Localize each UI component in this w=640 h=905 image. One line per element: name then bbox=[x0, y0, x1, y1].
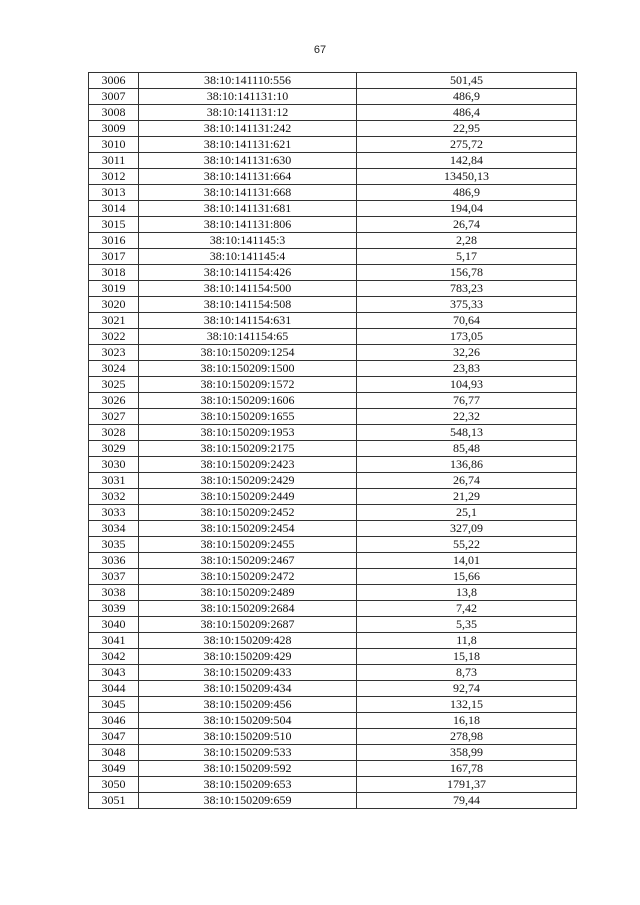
row-number-cell: 3035 bbox=[89, 537, 139, 553]
cadastral-number-cell: 38:10:141110:556 bbox=[139, 73, 357, 89]
area-value-cell: 358,99 bbox=[357, 745, 577, 761]
table-row bbox=[89, 681, 577, 697]
cadastral-number-cell: 38:10:150209:533 bbox=[139, 745, 357, 761]
table-row bbox=[89, 521, 577, 537]
page-number: 67 bbox=[313, 44, 327, 56]
table-row bbox=[89, 473, 577, 489]
cadastral-table bbox=[88, 72, 577, 809]
table-row bbox=[89, 297, 577, 313]
table-row bbox=[89, 745, 577, 761]
cadastral-number-cell: 38:10:150209:2175 bbox=[139, 441, 357, 457]
area-value-cell: 104,93 bbox=[357, 377, 577, 393]
area-value-cell: 548,13 bbox=[357, 425, 577, 441]
cadastral-number-cell: 38:10:150209:433 bbox=[139, 665, 357, 681]
cadastral-number-cell: 38:10:141145:4 bbox=[139, 249, 357, 265]
table-row bbox=[89, 585, 577, 601]
table-row bbox=[89, 601, 577, 617]
cadastral-number-cell: 38:10:150209:659 bbox=[139, 793, 357, 809]
area-value-cell: 70,64 bbox=[357, 313, 577, 329]
table-row bbox=[89, 393, 577, 409]
area-value-cell: 16,18 bbox=[357, 713, 577, 729]
area-value-cell: 5,35 bbox=[357, 617, 577, 633]
table-row bbox=[89, 201, 577, 217]
area-value-cell: 11,8 bbox=[357, 633, 577, 649]
area-value-cell: 7,42 bbox=[357, 601, 577, 617]
table-row bbox=[89, 153, 577, 169]
cadastral-number-cell: 38:10:150209:456 bbox=[139, 697, 357, 713]
cadastral-number-cell: 38:10:141145:3 bbox=[139, 233, 357, 249]
cadastral-number-cell: 38:10:150209:2423 bbox=[139, 457, 357, 473]
area-value-cell: 8,73 bbox=[357, 665, 577, 681]
table-row bbox=[89, 73, 577, 89]
table-row bbox=[89, 89, 577, 105]
row-number-cell: 3045 bbox=[89, 697, 139, 713]
table-row bbox=[89, 537, 577, 553]
cadastral-number-cell: 38:10:141154:65 bbox=[139, 329, 357, 345]
cadastral-number-cell: 38:10:150209:2687 bbox=[139, 617, 357, 633]
cadastral-number-cell: 38:10:150209:428 bbox=[139, 633, 357, 649]
area-value-cell: 167,78 bbox=[357, 761, 577, 777]
area-value-cell: 22,32 bbox=[357, 409, 577, 425]
area-value-cell: 13,8 bbox=[357, 585, 577, 601]
row-number-cell: 3028 bbox=[89, 425, 139, 441]
table-row bbox=[89, 617, 577, 633]
cadastral-number-cell: 38:10:141154:631 bbox=[139, 313, 357, 329]
area-value-cell: 32,26 bbox=[357, 345, 577, 361]
cadastral-number-cell: 38:10:150209:2684 bbox=[139, 601, 357, 617]
row-number-cell: 3007 bbox=[89, 89, 139, 105]
cadastral-number-cell: 38:10:141131:242 bbox=[139, 121, 357, 137]
table-row bbox=[89, 121, 577, 137]
area-value-cell: 23,83 bbox=[357, 361, 577, 377]
table-row bbox=[89, 665, 577, 681]
table-row bbox=[89, 649, 577, 665]
row-number-cell: 3046 bbox=[89, 713, 139, 729]
area-value-cell: 1791,37 bbox=[357, 777, 577, 793]
cadastral-number-cell: 38:10:150209:1254 bbox=[139, 345, 357, 361]
table-row bbox=[89, 409, 577, 425]
table-row bbox=[89, 361, 577, 377]
cadastral-number-cell: 38:10:141131:668 bbox=[139, 185, 357, 201]
cadastral-number-cell: 38:10:141131:621 bbox=[139, 137, 357, 153]
cadastral-number-cell: 38:10:150209:2467 bbox=[139, 553, 357, 569]
row-number-cell: 3048 bbox=[89, 745, 139, 761]
cadastral-number-cell: 38:10:150209:2454 bbox=[139, 521, 357, 537]
cadastral-number-cell: 38:10:150209:1655 bbox=[139, 409, 357, 425]
table-row bbox=[89, 761, 577, 777]
row-number-cell: 3036 bbox=[89, 553, 139, 569]
area-value-cell: 275,72 bbox=[357, 137, 577, 153]
table-row bbox=[89, 329, 577, 345]
row-number-cell: 3020 bbox=[89, 297, 139, 313]
row-number-cell: 3047 bbox=[89, 729, 139, 745]
row-number-cell: 3006 bbox=[89, 73, 139, 89]
cadastral-number-cell: 38:10:150209:1953 bbox=[139, 425, 357, 441]
row-number-cell: 3042 bbox=[89, 649, 139, 665]
table-row bbox=[89, 713, 577, 729]
area-value-cell: 92,74 bbox=[357, 681, 577, 697]
cadastral-number-cell: 38:10:141131:10 bbox=[139, 89, 357, 105]
area-value-cell: 13450,13 bbox=[357, 169, 577, 185]
row-number-cell: 3010 bbox=[89, 137, 139, 153]
row-number-cell: 3037 bbox=[89, 569, 139, 585]
row-number-cell: 3038 bbox=[89, 585, 139, 601]
cadastral-number-cell: 38:10:141131:806 bbox=[139, 217, 357, 233]
area-value-cell: 486,9 bbox=[357, 89, 577, 105]
cadastral-number-cell: 38:10:150209:434 bbox=[139, 681, 357, 697]
table-row bbox=[89, 633, 577, 649]
cadastral-number-cell: 38:10:150209:504 bbox=[139, 713, 357, 729]
row-number-cell: 3014 bbox=[89, 201, 139, 217]
row-number-cell: 3049 bbox=[89, 761, 139, 777]
table-row bbox=[89, 185, 577, 201]
row-number-cell: 3018 bbox=[89, 265, 139, 281]
row-number-cell: 3011 bbox=[89, 153, 139, 169]
cadastral-number-cell: 38:10:150209:2452 bbox=[139, 505, 357, 521]
table-row bbox=[89, 169, 577, 185]
table-row bbox=[89, 217, 577, 233]
row-number-cell: 3012 bbox=[89, 169, 139, 185]
row-number-cell: 3029 bbox=[89, 441, 139, 457]
row-number-cell: 3034 bbox=[89, 521, 139, 537]
table-row bbox=[89, 281, 577, 297]
row-number-cell: 3016 bbox=[89, 233, 139, 249]
cadastral-number-cell: 38:10:150209:2429 bbox=[139, 473, 357, 489]
area-value-cell: 21,29 bbox=[357, 489, 577, 505]
cadastral-number-cell: 38:10:150209:2449 bbox=[139, 489, 357, 505]
cadastral-number-cell: 38:10:150209:653 bbox=[139, 777, 357, 793]
table-body bbox=[89, 73, 577, 809]
cadastral-number-cell: 38:10:141131:664 bbox=[139, 169, 357, 185]
area-value-cell: 194,04 bbox=[357, 201, 577, 217]
table-row bbox=[89, 777, 577, 793]
table-row bbox=[89, 441, 577, 457]
cadastral-number-cell: 38:10:150209:2455 bbox=[139, 537, 357, 553]
table-row bbox=[89, 233, 577, 249]
area-value-cell: 25,1 bbox=[357, 505, 577, 521]
row-number-cell: 3015 bbox=[89, 217, 139, 233]
cadastral-number-cell: 38:10:150209:592 bbox=[139, 761, 357, 777]
area-value-cell: 375,33 bbox=[357, 297, 577, 313]
row-number-cell: 3013 bbox=[89, 185, 139, 201]
area-value-cell: 501,45 bbox=[357, 73, 577, 89]
table-row bbox=[89, 553, 577, 569]
area-value-cell: 156,78 bbox=[357, 265, 577, 281]
area-value-cell: 173,05 bbox=[357, 329, 577, 345]
area-value-cell: 55,22 bbox=[357, 537, 577, 553]
cadastral-number-cell: 38:10:150209:1572 bbox=[139, 377, 357, 393]
cadastral-number-cell: 38:10:150209:510 bbox=[139, 729, 357, 745]
cadastral-number-cell: 38:10:141154:508 bbox=[139, 297, 357, 313]
cadastral-number-cell: 38:10:141154:426 bbox=[139, 265, 357, 281]
row-number-cell: 3039 bbox=[89, 601, 139, 617]
area-value-cell: 76,77 bbox=[357, 393, 577, 409]
area-value-cell: 142,84 bbox=[357, 153, 577, 169]
row-number-cell: 3023 bbox=[89, 345, 139, 361]
cadastral-number-cell: 38:10:141131:681 bbox=[139, 201, 357, 217]
cadastral-number-cell: 38:10:141131:12 bbox=[139, 105, 357, 121]
row-number-cell: 3031 bbox=[89, 473, 139, 489]
table-row bbox=[89, 505, 577, 521]
area-value-cell: 15,66 bbox=[357, 569, 577, 585]
area-value-cell: 136,86 bbox=[357, 457, 577, 473]
table-row bbox=[89, 425, 577, 441]
cadastral-number-cell: 38:10:150209:1500 bbox=[139, 361, 357, 377]
table-row bbox=[89, 105, 577, 121]
area-value-cell: 783,23 bbox=[357, 281, 577, 297]
table-row bbox=[89, 249, 577, 265]
row-number-cell: 3030 bbox=[89, 457, 139, 473]
area-value-cell: 22,95 bbox=[357, 121, 577, 137]
table-row bbox=[89, 697, 577, 713]
area-value-cell: 85,48 bbox=[357, 441, 577, 457]
area-value-cell: 26,74 bbox=[357, 473, 577, 489]
row-number-cell: 3033 bbox=[89, 505, 139, 521]
row-number-cell: 3050 bbox=[89, 777, 139, 793]
row-number-cell: 3009 bbox=[89, 121, 139, 137]
row-number-cell: 3044 bbox=[89, 681, 139, 697]
cadastral-number-cell: 38:10:150209:2489 bbox=[139, 585, 357, 601]
row-number-cell: 3021 bbox=[89, 313, 139, 329]
table-row bbox=[89, 313, 577, 329]
area-value-cell: 26,74 bbox=[357, 217, 577, 233]
table-row bbox=[89, 265, 577, 281]
row-number-cell: 3041 bbox=[89, 633, 139, 649]
area-value-cell: 278,98 bbox=[357, 729, 577, 745]
area-value-cell: 486,9 bbox=[357, 185, 577, 201]
row-number-cell: 3024 bbox=[89, 361, 139, 377]
table-row bbox=[89, 793, 577, 809]
row-number-cell: 3008 bbox=[89, 105, 139, 121]
area-value-cell: 327,09 bbox=[357, 521, 577, 537]
area-value-cell: 79,44 bbox=[357, 793, 577, 809]
cadastral-number-cell: 38:10:150209:429 bbox=[139, 649, 357, 665]
row-number-cell: 3019 bbox=[89, 281, 139, 297]
area-value-cell: 132,15 bbox=[357, 697, 577, 713]
row-number-cell: 3027 bbox=[89, 409, 139, 425]
table-row bbox=[89, 377, 577, 393]
table-row bbox=[89, 729, 577, 745]
table-row bbox=[89, 569, 577, 585]
row-number-cell: 3025 bbox=[89, 377, 139, 393]
area-value-cell: 2,28 bbox=[357, 233, 577, 249]
row-number-cell: 3051 bbox=[89, 793, 139, 809]
area-value-cell: 15,18 bbox=[357, 649, 577, 665]
row-number-cell: 3043 bbox=[89, 665, 139, 681]
table-row bbox=[89, 345, 577, 361]
cadastral-number-cell: 38:10:150209:2472 bbox=[139, 569, 357, 585]
cadastral-number-cell: 38:10:141131:630 bbox=[139, 153, 357, 169]
cadastral-number-cell: 38:10:141154:500 bbox=[139, 281, 357, 297]
area-value-cell: 14,01 bbox=[357, 553, 577, 569]
row-number-cell: 3026 bbox=[89, 393, 139, 409]
area-value-cell: 486,4 bbox=[357, 105, 577, 121]
row-number-cell: 3040 bbox=[89, 617, 139, 633]
cadastral-number-cell: 38:10:150209:1606 bbox=[139, 393, 357, 409]
row-number-cell: 3032 bbox=[89, 489, 139, 505]
table-row bbox=[89, 489, 577, 505]
area-value-cell: 5,17 bbox=[357, 249, 577, 265]
table-row bbox=[89, 457, 577, 473]
table-row bbox=[89, 137, 577, 153]
row-number-cell: 3017 bbox=[89, 249, 139, 265]
row-number-cell: 3022 bbox=[89, 329, 139, 345]
